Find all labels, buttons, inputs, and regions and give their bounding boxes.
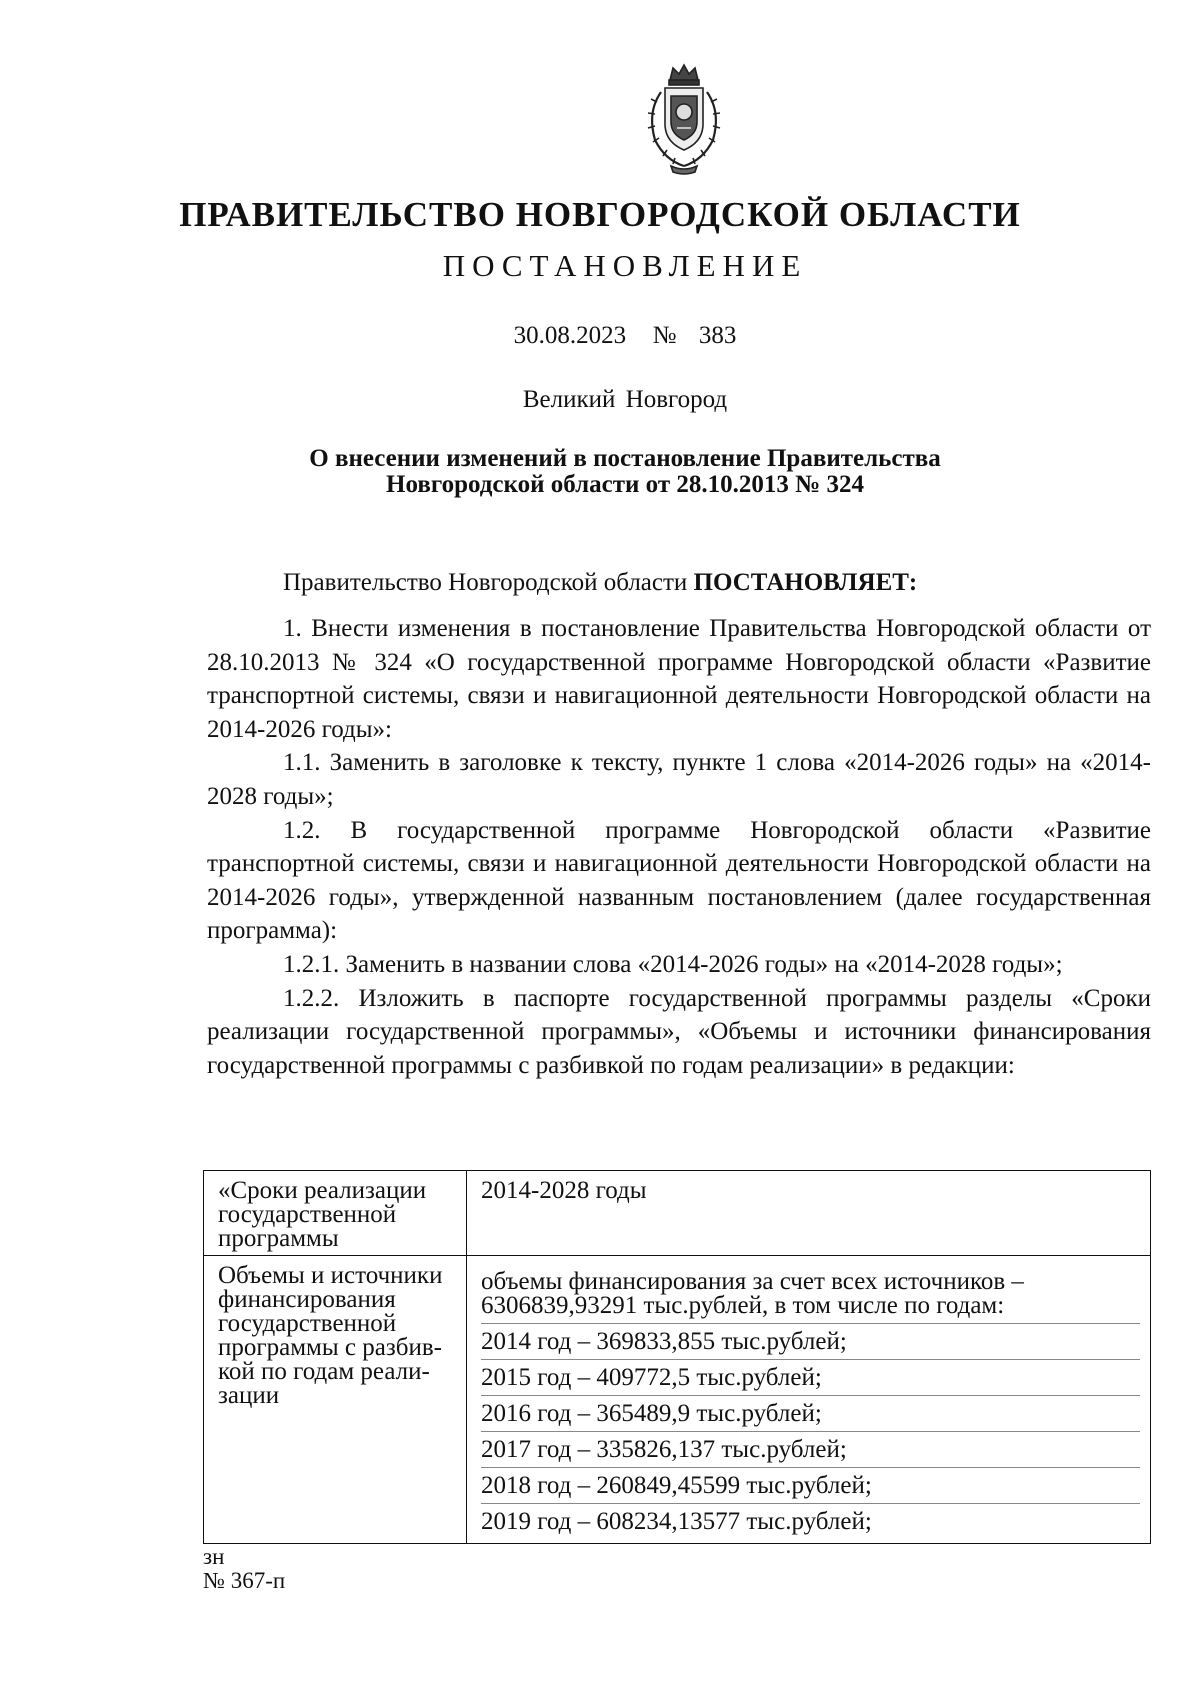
document-number: 383 [698,322,737,349]
coat-of-arms-icon [637,62,731,176]
document-type: ПОСТАНОВЛЕНИЕ [442,248,808,283]
footer-initials: зн [203,1544,225,1569]
intro-bold: ПОСТАНОВЛЯЕТ: [693,569,918,596]
city: Великий Новгород [522,386,728,413]
table-row [204,1256,1151,1544]
document-date: 30.08.2023 [513,322,627,349]
funding-total: объемы финансирования за счет всех источников – 6306839,93291 тыс.рублей, в том числе по годам: [481,1264,1140,1324]
organization-title: ПРАВИТЕЛЬСТВО НОВГОРОДСКОЙ ОБЛАСТИ [179,195,1021,234]
funding-year-2014: 2014 год – 369833,855 тыс.рублей; [481,1324,1140,1360]
funding-year-2019: 2019 год – 608234,13577 тыс.рублей; [481,1508,872,1535]
number-sign: № [652,322,677,349]
term-label-cell: «Сроки реализации государственной программы [204,1171,467,1256]
subject-line-1: О внесении изменений в постановление Правительства [309,445,941,472]
footer-reference [203,1545,285,1593]
paragraph-1-2: 1.2. В государственной программе Новгородской области «Развитие транспортной системы, связи и навигационной деятельности Новгородской области на 2014-2026 годы», утвержденной названным постановлением (далее государственная программа): [207,816,1151,945]
intro-text: Правительство Новгородской области [283,569,694,596]
funding-year-2018: 2018 год – 260849,45599 тыс.рублей; [481,1468,1140,1504]
subject-line-2: Новгородской области от 28.10.2013 № 324 [386,471,864,498]
date-number-line [0,322,1200,350]
footer-ref-number: № 367-п [203,1568,286,1593]
table-row [204,1171,1151,1256]
paragraph-1-2-1: 1.2.1. Заменить в названии слова «2014-2026 годы» на «2014-2028 годы»; [283,950,1063,978]
document-subject [0,446,1200,498]
funding-year-2015: 2015 год – 409772,5 тыс.рублей; [481,1360,1140,1396]
funding-year-2017: 2017 год – 335826,137 тыс.рублей; [481,1432,1140,1468]
resolution-intro [207,566,1200,600]
term-value-cell: 2014-2028 годы [467,1171,1151,1256]
resolution-paragraphs [207,612,1151,1082]
paragraph-1: 1. Внести изменения в постановление Правительства Новгородской области от 28.10.2013 № 324 «О государственной программе Новгородской области «Развитие транспортной системы, связи и навигационной деятельности Новгородской области на 2014-2026 годы»: [207,615,1151,743]
paragraph-1-2-2: 1.2.2. Изложить в паспорте государственной программы разделы «Сроки реализации государственной программы», «Объемы и источники финансирования государственной программы с разбивкой по годам реализации» в редакции: [207,984,1151,1079]
paragraph-1-1: 1.1. Заменить в заголовке к тексту, пункте 1 слова «2014-2026 годы» на «2014-2028 годы»; [207,749,1151,810]
funding-label-cell: Объемы и источники финансирования государственной программы с разбив-кой по годам реали-зации [204,1256,467,1544]
program-passport-table [203,1170,1151,1544]
funding-value-cell [467,1256,1151,1544]
funding-year-2016: 2016 год – 365489,9 тыс.рублей; [481,1396,1140,1432]
